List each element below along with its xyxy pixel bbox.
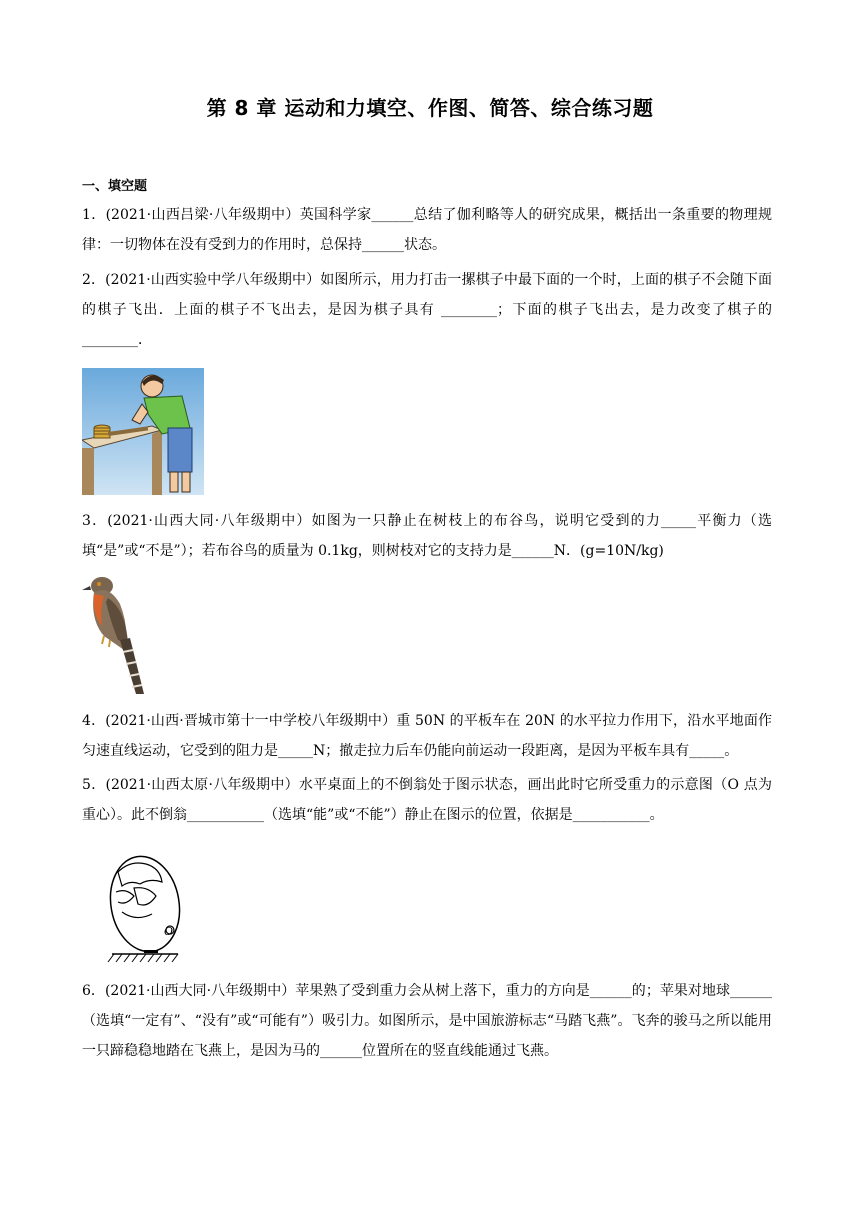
question-6: 6．(2021·山西大同·八年级期中）苹果熟了受到重力会从树上落下，重力的方向是______的；苹果对地球______（选填“一定有”、“没有”或“可能有”）吸引力。如图所示，是中国旅游标志“马踏飞燕”。飞奔的骏马之所以能用一只蹄稳稳地踏在飞燕上，是因为马的______位置所在的竖直线能通过飞燕。 <box>82 983 772 1059</box>
section-heading: 一、填空题 <box>82 179 148 194</box>
cuckoo-figure <box>82 570 152 698</box>
center-of-gravity-label: O <box>164 925 174 938</box>
page-title: 第 8 章 运动和力填空、作图、简答、综合练习题 <box>206 96 654 120</box>
question-2: 2．(2021·山西实验中学八年级期中）如图所示，用力打击一摞棋子中最下面的一个时，上面的棋子不会随下面的棋子飞出．上面的棋子不飞出去，是因为棋子具有 ________；下面的棋子飞出去，是力改变了棋子的 ________． <box>82 272 772 348</box>
chess-pieces-figure <box>82 368 204 495</box>
tumbler-figure <box>100 852 190 972</box>
question-4: 4．(2021·山西·晋城市第十一中学校八年级期中）重 50N 的平板车在 20N 的水平拉力作用下，沿水平地面作匀速直线运动，它受到的阻力是_____N；撤走拉力后车仍能向前运动一段距离，是因为平板车具有_____。 <box>82 713 772 759</box>
question-5: 5．(2021·山西太原·八年级期中）水平桌面上的不倒翁处于图示状态，画出此时它所受重力的示意图（O 点为重心）。此不倒翁___________（选填“能”或“不能”）静止在图示的位置，依据是___________。 <box>82 777 772 823</box>
question-3: 3．(2021·山西大同·八年级期中）如图为一只静止在树枝上的布谷鸟，说明它受到的力_____平衡力（选填“是”或“不是”）；若布谷鸟的质量为 0.1kg，则树枝对它的支持力是______N．(g=10N/kg) <box>82 513 772 559</box>
question-1: 1．(2021·山西吕梁·八年级期中）英国科学家______总结了伽利略等人的研究成果，概括出一条重要的物理规律：一切物体在没有受到力的作用时，总保持______状态。 <box>82 207 772 253</box>
